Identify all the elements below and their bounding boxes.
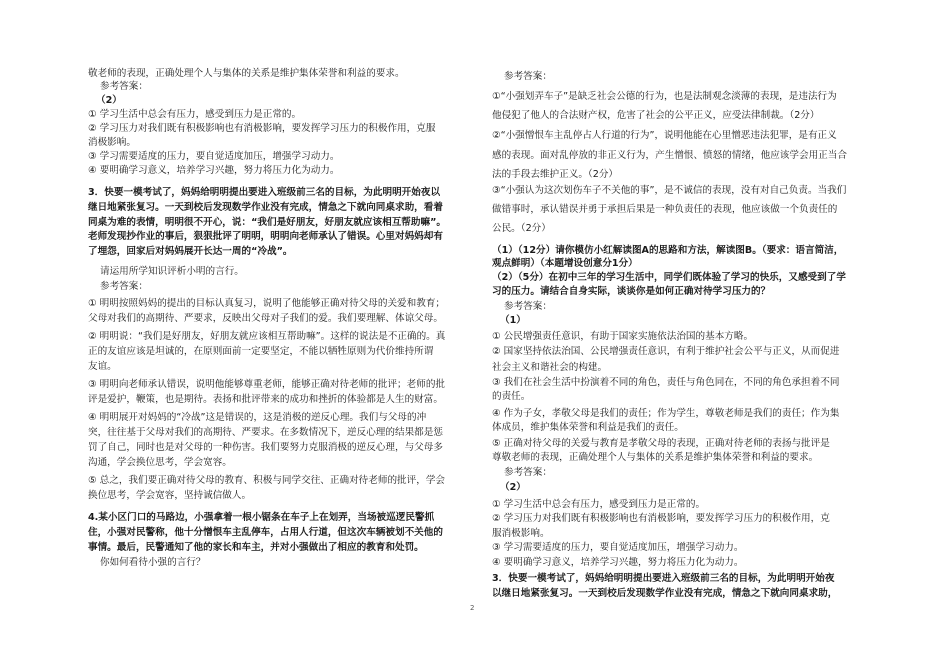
left-column-line: 同桌为难的表情，明明很不开心，说：“我们是好朋友，好朋友就应该相互帮助嘛”。 <box>88 217 446 228</box>
right-column-line: 感的表现。面对乱停放的非正义行为，产生憎恨、愤怒的情绪，他应该学会用正当合 <box>492 150 847 161</box>
right-column-line: ⑤ 正确对待父母的关爱与教育是孝敬父母的表现，正确对待老师的表扬与批评是 <box>492 438 830 449</box>
right-column-line: 观点鲜明）（本题增设创意分1分） <box>492 258 638 269</box>
right-column-line: （2） <box>500 482 526 493</box>
right-column-line: （1）（12分）请你模仿小红解读图A的思路和方法，解读图B。（要求：语言简洁， <box>492 245 844 256</box>
left-column-line: ④ 明明展开对妈妈的“冷战”这是错误的，这是消极的逆反心理。我们与父母的冲 <box>88 412 427 423</box>
left-column-line: 正的友谊应该是坦诚的，在原则面前一定要坚定，不能以牺牲原则为代价维持所谓 <box>88 346 434 357</box>
right-column-line: ②“小强憎恨车主乱停占人行道的行为”，说明他能在心里憎恶违法犯罪，是有正义 <box>492 130 837 141</box>
left-column-line: 事情。最后，民警通知了他的家长和车主，并对小强做出了相应的教育和处罚。 <box>88 542 424 553</box>
right-column-line: ③ 学习需要适度的压力，要自觉适度加压，增强学习动力。 <box>492 542 744 553</box>
right-column-line: 3．快要一模考试了，妈妈给明明提出要进入班级前三名的目标，为此明明开始夜 <box>492 573 835 584</box>
left-column-line: ④ 要明确学习意义，培养学习兴趣，努力将压力化为动力。 <box>88 165 340 176</box>
left-column-line: （2） <box>96 95 122 106</box>
left-column-line: 老师发现抄作业的事后，狠狠批评了明明，明明向老师承认了错误。心里对妈妈却有 <box>88 231 443 242</box>
right-column-line: ①“小强划弄车子”是缺乏社会公德的行为，也是法制观念淡薄的表现，是违法行为 <box>492 91 837 102</box>
left-column-line: ⑤ 总之，我们要正确对待父母的教育、积极与同学交往、正确对待老师的批评，学会 <box>88 475 446 486</box>
left-column-line: 继日地紧张复习。一天到校后发现数学作业没有完成，情急之下就向同桌求助，看着 <box>88 202 443 213</box>
right-column-line: ③“小强认为这次划伤车子不关他的事”，是不诚信的表现，没有对自己负责。当我们 <box>492 185 847 196</box>
right-column-line: ① 公民增强责任意识，有助于国家实施依法治国的基本方略。 <box>492 331 754 342</box>
left-column-line: 父母对我们的高期待、严要求，反映出父母对子我们的爱。我们要理解、体谅父母。 <box>88 313 443 324</box>
right-column-line: 尊敬老师的表现，正确处理个人与集体的关系是维护集体荣誉和利益的要求。 <box>492 452 819 463</box>
left-column-line: 罚了自己，同时也是对父母的一种伤害。我们要努力克服消极的逆反心理，与父母多 <box>88 442 443 453</box>
right-column-line: ④ 要明确学习意义，培养学习兴趣，努力将压力化为动力。 <box>492 557 744 568</box>
right-column-line: 体成员，维护集体荣誉和利益是我们的责任。 <box>492 422 684 433</box>
right-column-line: ① 学习生活中总会有压力，感受到压力是正常的。 <box>492 499 706 510</box>
left-column-line: 了埋怨，回家后对妈妈展开长达一周的“冷战”。 <box>88 246 293 257</box>
right-column-line: ④ 作为子女，孝敬父母是我们的责任；作为学生，尊敬老师是我们的责任；作为集 <box>492 408 840 419</box>
left-column-line: ② 学习压力对我们既有积极影响也有消极影响，要发挥学习压力的积极作用，克服 <box>88 123 436 134</box>
right-column-line: （2）（5分）在初中三年的学习生活中，同学们既体验了学习的快乐，又感受到了学 <box>492 272 846 283</box>
left-column-line: ③ 学习需要适度的压力，要自觉适度加压，增强学习动力。 <box>88 151 340 162</box>
left-column-line: 友谊。 <box>88 361 117 372</box>
left-column-line: 突，往往基于父母对我们的高期待、严要求。在多数情况下，逆反心理的结果都是惩 <box>88 427 443 438</box>
left-column-line: 参考答案： <box>100 81 148 92</box>
left-column-line: 换位思考，学会宽容，坚持诚信做人。 <box>88 490 252 501</box>
right-column-line: （1） <box>500 315 526 326</box>
left-column-line: 消极影响。 <box>88 137 136 148</box>
right-column-line: 公民。（2分） <box>492 223 551 234</box>
right-column-line: ③ 我们在社会生活中扮演着不同的角色，责任与角色同在，不同的角色承担着不同 <box>492 377 840 388</box>
right-column-line: 法的手段去维护正义。（2分） <box>492 169 619 180</box>
left-column-line: 请运用所学知识评析小明的言行。 <box>100 266 244 277</box>
right-column-line: 习的压力。请结合自身实际，谈谈你是如何正确对待学习压力的？ <box>492 286 771 297</box>
left-column-line: 你如何看待小强的言行？ <box>100 557 206 568</box>
right-column-line: 服消极影响。 <box>492 528 550 539</box>
right-column-line: 参考答案： <box>504 301 552 312</box>
right-column-line: 以继日地紧张复习。一天到校后发现数学作业没有完成，情急之下就向同桌求助， <box>492 588 838 599</box>
left-column-line: ② 明明说：“我们是好朋友，好朋友就应该相互帮助嘛”。这样的说法是不正确的。真 <box>88 331 446 342</box>
right-column-line: ② 学习压力对我们既有积极影响也有消极影响，要发挥学习压力的积极作用，克 <box>492 513 830 524</box>
right-column-line: ② 国家坚持依法治国、公民增强责任意识，有利于维护社会公平与正义，从而促进 <box>492 346 840 357</box>
left-column-line: 4.某小区门口的马路边，小强拿着一根小锯条在车子上在划弄，当场被巡逻民警抓 <box>88 512 435 523</box>
left-column-line: 评是爱护，鞭策，也是期待。表扬和批评带来的成功和挫折的体验都是人生的财富。 <box>88 394 443 405</box>
left-column-line: ① 明明按照妈妈的提出的目标认真复习，说明了他能够正确对待父母的关爱和教育； <box>88 298 446 309</box>
right-column-line: 参考答案： <box>504 467 552 478</box>
right-column-line: 社会主义和谐社会的构建。 <box>492 362 608 373</box>
right-column-line: 他侵犯了他人的合法财产权，危害了社会的公平正义，应受法律制裁。（2分） <box>492 110 820 121</box>
right-column-line: 的责任。 <box>492 391 531 402</box>
left-column-line: ① 学习生活中总会有压力，感受到压力是正常的。 <box>88 109 302 120</box>
right-column-line: 参考答案： <box>504 71 552 82</box>
left-column-line: 敬老师的表现，正确处理个人与集体的关系是维护集体荣誉和利益的要求。 <box>88 68 405 79</box>
left-column-line: 参考答案： <box>100 281 148 292</box>
left-column-line: 3．快要一模考试了，妈妈给明明提出要进入班级前三名的目标，为此明明开始夜以 <box>88 187 441 198</box>
right-column-line: 做错事时，承认错误并勇于承担后果是一种负责任的表现，他应该做一个负责任的 <box>492 204 838 215</box>
page-number: 2 <box>470 604 475 612</box>
left-column-line: 沟通，学会换位思考，学会宽容。 <box>88 457 232 468</box>
left-column-line: 住，小强对民警称，他十分憎恨车主乱停车，占用人行道，但这次车辆被划不关他的 <box>88 527 443 538</box>
left-column-line: ③ 明明向老师承认错误，说明他能够尊重老师，能够正确对待老师的批评；老师的批 <box>88 379 446 390</box>
